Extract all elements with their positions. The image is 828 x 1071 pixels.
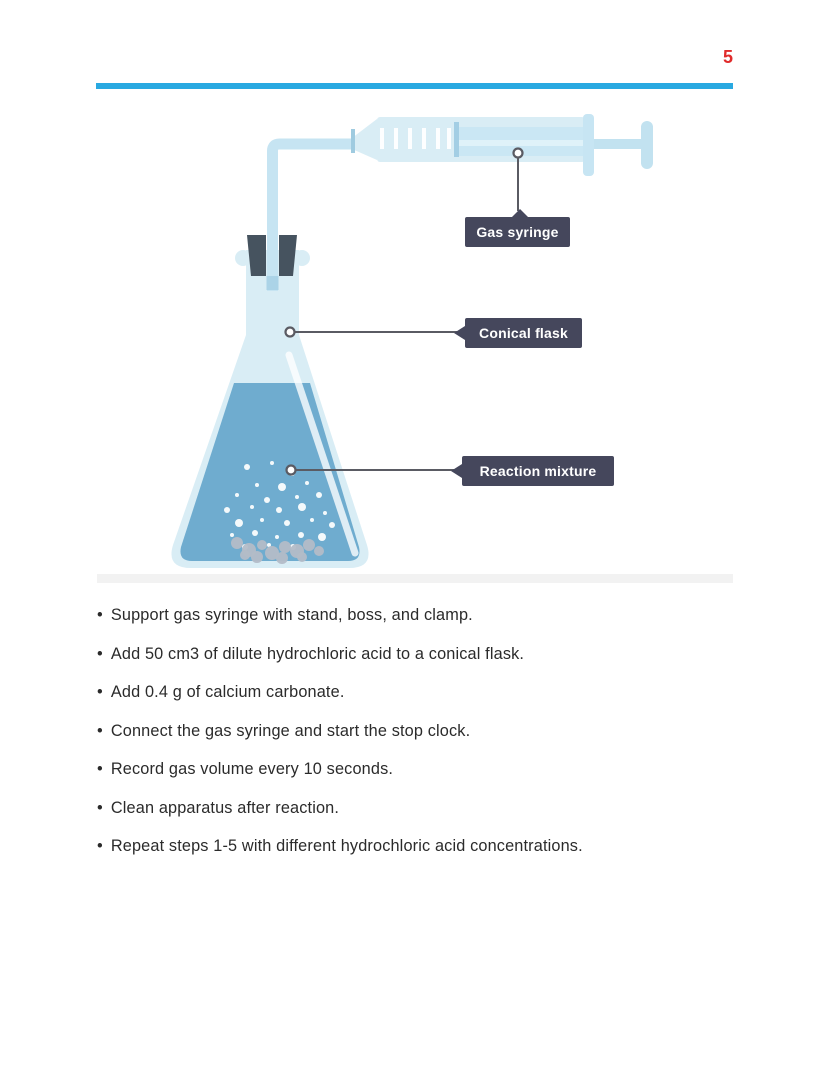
step-text: Repeat steps 1-5 with different hydrochloric acid concentrations. — [110, 837, 583, 855]
label-gas-syringe — [465, 217, 570, 247]
reaction-mixture-liquid — [180, 383, 359, 561]
bullet-glyph: • — [97, 721, 103, 740]
step-text: Record gas volume every 10 seconds. — [110, 760, 394, 778]
bullet-glyph: • — [97, 644, 103, 663]
callout-pointer-left — [451, 464, 462, 478]
list-item — [97, 682, 737, 702]
tube-tip — [267, 276, 279, 290]
bullet-glyph: • — [97, 798, 103, 817]
apparatus-diagram — [97, 95, 733, 583]
plunger-handle — [641, 121, 653, 169]
step-text: Connect the gas syringe and start the stop clock. — [110, 721, 471, 740]
method-steps-list — [97, 605, 737, 875]
header-rule-divider — [96, 83, 733, 89]
bullet-glyph: • — [97, 837, 103, 855]
bullet-glyph: • — [97, 760, 103, 778]
list-item — [97, 605, 737, 625]
plunger-stripe — [459, 140, 583, 146]
step-text: Clean apparatus after reaction. — [110, 798, 340, 817]
gas-syringe-shape — [351, 114, 653, 176]
bullet-glyph: • — [97, 683, 103, 701]
step-text: Add 50 cm3 of dilute hydrochloric acid to a conical flask. — [110, 644, 525, 663]
list-item — [97, 759, 737, 779]
list-item — [97, 644, 737, 664]
bullet-glyph: • — [97, 606, 103, 624]
diagram-bottom-strip — [97, 574, 733, 583]
apparatus-artwork — [97, 95, 733, 583]
piston-seal — [454, 122, 459, 157]
label-gas-syringe-text: Gas syringe — [476, 224, 559, 240]
label-reaction-mixture-text: Reaction mixture — [479, 463, 597, 479]
step-text: Add 0.4 g of calcium carbonate. — [110, 683, 345, 701]
label-conical-flask — [465, 318, 582, 348]
list-item — [97, 798, 737, 818]
label-reaction-mixture — [462, 456, 614, 486]
label-conical-flask-text: Conical flask — [479, 325, 568, 341]
list-item — [97, 836, 737, 856]
page-number: 5 — [722, 47, 733, 67]
conical-flask-shape — [171, 250, 368, 568]
plunger-rod — [594, 139, 642, 149]
step-text: Support gas syringe with stand, boss, and clamp. — [110, 606, 473, 624]
nozzle-collar — [351, 129, 355, 153]
barrel-flange — [583, 114, 594, 176]
callout-pointer-left — [454, 326, 465, 340]
list-item — [97, 721, 737, 741]
callout-pointer-up — [512, 209, 528, 217]
syringe-nozzle — [352, 119, 377, 160]
